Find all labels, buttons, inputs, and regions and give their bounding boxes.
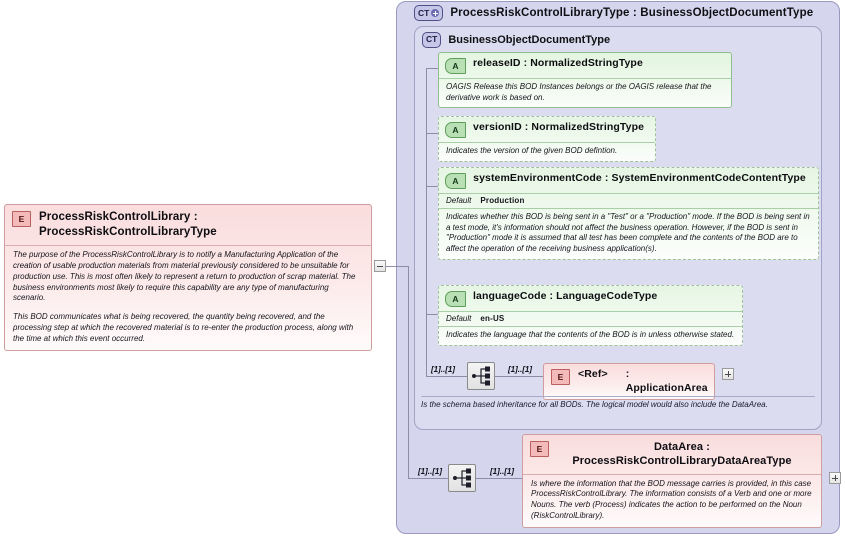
compositor-connector-left [426,376,467,377]
element-header-processriskcontrollibrary [5,205,371,245]
default-label: Default [446,196,472,205]
attribute-doc-languagecode: Indicates the language that the contents of the BOD is in unless otherwise stated. [439,326,742,345]
attribute-box-systemenvironmentcode[interactable] [438,167,819,260]
collapse-root-element-button[interactable] [374,260,386,272]
complextype-inner-header [422,31,610,48]
element-box-applicationarea[interactable] [543,363,715,400]
attribute-default-systemenvironmentcode [439,193,818,208]
attribute-header-languagecode [439,286,742,311]
dataarea-spine [408,266,409,479]
ct-inner-badge-label: CT [426,34,438,45]
attribute-badge-icon: A [445,173,466,189]
element-name-dataarea: DataArea : ProcessRiskControlLibraryDataAreaType [572,441,792,468]
attribute-doc-versionid: Indicates the version of the given BOD defintion. [439,142,655,161]
cardinality-label-dataarea-left: [1]..[1] [418,467,442,476]
element-badge-icon: E [530,441,549,457]
attribute-box-releaseid[interactable] [438,52,732,108]
root-doc-paragraph-1: The purpose of the ProcessRiskControlLibrary is to notify a Manufacturing Application of the creation of usable production materials from material previously considered to be unsuitable for production use. This is most often likely to represent a return to production of scrap material. The business environments most likely to require this capability are any type of manufacturing scenario. [13,249,356,303]
element-doc-dataarea [523,474,821,528]
attribute-connector-releaseid [426,68,438,69]
attribute-default-languagecode [439,311,742,326]
complextype-outer-header [414,4,813,22]
attribute-header-versionid [439,117,655,142]
attribute-connector-languagecode [426,314,438,315]
element-name-applicationarea: : ApplicationArea [625,368,708,394]
element-header-applicationarea [544,364,714,399]
complextype-inner-title: BusinessObjectDocumentType [448,33,611,46]
element-doc-processriskcontrollibrary [5,245,371,350]
default-value: Production [480,196,525,205]
element-name-processriskcontrollibrary: ProcessRiskControlLibrary : ProcessRiskControlLibraryType [39,211,217,238]
complextype-outer-title: ProcessRiskControlLibraryType : BusinessObjectDocumentType [450,7,814,19]
element-box-processriskcontrollibrary[interactable] [4,204,372,351]
attribute-name-languagecode: languageCode : LanguageCodeType [473,290,658,302]
attribute-header-releaseid [439,53,731,78]
attribute-box-versionid[interactable] [438,116,656,162]
attribute-doc-systemenvironmentcode: Indicates whether this BOD is being sent in a "Test" or a "Production" mode. If the BOD is being sent in a test mode, it's information should not affect the business operation. However, if the BOD is sent in "Production" mode it is assumed that all test has been complete and the contents of the BOD are to affect the operation of the receiving business application(s). [439,208,818,259]
complextype-expand-badge[interactable] [414,5,443,21]
attribute-connector-versionid [426,133,438,134]
expand-dataarea-button[interactable] [829,472,841,484]
ct-badge-label: CT [418,7,430,18]
attribute-header-systemenvironmentcode [439,168,818,193]
attribute-box-languagecode[interactable] [438,285,743,346]
plus-circle-icon [431,9,439,17]
compositor-connector-applicationarea [495,376,543,377]
sequence-compositor-icon-dataarea[interactable] [448,464,476,492]
compositor-spine [426,314,427,376]
attribute-tree-spine [426,68,427,314]
complextype-inner-badge[interactable] [422,32,441,48]
cardinality-label-applicationarea-right: [1]..[1] [508,365,532,374]
attribute-badge-icon: A [445,58,466,74]
sequence-compositor-icon-applicationarea[interactable] [467,362,495,390]
dataarea-doc-text: Is where the information that the BOD message carries is provided, in this case ProcessRiskControlLibrary. The information consists of a Verb and one or more Nouns. The verb (Process) indicates the action to be performed on the Noun (RiskControlLibrary). [531,478,812,521]
element-box-dataarea[interactable] [522,434,822,528]
element-ref-label: <Ref> [578,368,608,380]
dataarea-connector-left [408,478,448,479]
attribute-name-versionid: versionID : NormalizedStringType [473,121,645,133]
default-value: en-US [480,314,505,323]
inner-type-note: Is the schema based inheritance for all BODs. The logical model would also include the DataArea. [421,396,815,411]
element-header-dataarea [523,435,821,474]
cardinality-label-applicationarea-left: [1]..[1] [431,365,455,374]
dataarea-connector-right [476,478,522,479]
root-to-type-connector [386,266,408,267]
cardinality-label-dataarea-right: [1]..[1] [490,467,514,476]
attribute-name-systemenvironmentcode: systemEnvironmentCode : SystemEnvironmentCodeContentType [473,172,806,184]
default-label: Default [446,314,472,323]
attribute-name-releaseid: releaseID : NormalizedStringType [473,57,643,69]
element-badge-icon: E [12,211,31,227]
root-doc-paragraph-2: This BOD communicates what is being recovered, the quantity being recovered, and the processing step at which the recovered material is to re-enter the production process, along with the time at which this event occurred. [13,312,354,343]
attribute-badge-icon: A [445,291,466,307]
expand-applicationarea-button[interactable] [722,368,734,380]
attribute-badge-icon: A [445,122,466,138]
element-badge-icon: E [551,369,570,385]
attribute-connector-systemenvironmentcode [426,186,438,187]
attribute-doc-releaseid: OAGIS Release this BOD Instances belongs or the OAGIS release that the derivative work is based on. [439,78,731,107]
